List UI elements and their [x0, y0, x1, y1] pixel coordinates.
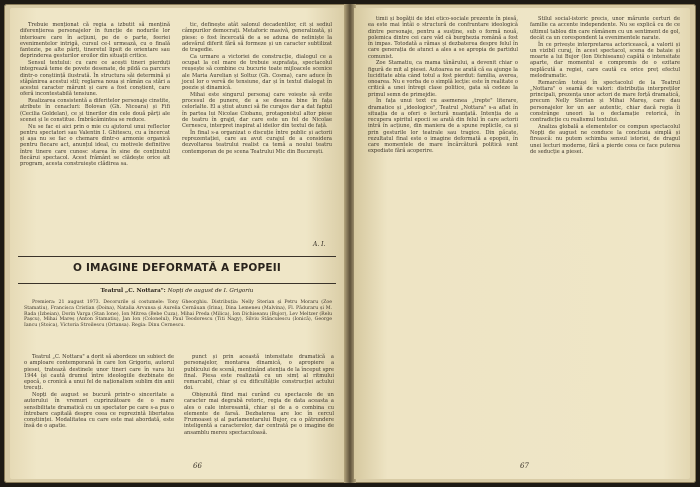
paragraph: timii și bogății de idei etico-sociale prezente în piesă, ea este mai întâi o structură de confruntare ideologică dintre personaje, pentru a susține, sub o formă nouă, polemica dintre cei care văd că burghezia română a fost în impas. Totodată a rămas și dezbaterea despre felul în care generația de atunci a ales a se apropia de partidul comunist.	[368, 16, 518, 60]
paragraph: Zoe Stamatiu, ca mama tânărului, a devenit chiar o figură de mit al piesei. Autoarea ne arată că ea ajunge la luciditate abia când totul a fost pierdut: familia, averea, onoarea. Nu e vorba de o simplă lecție: este în realitate o critică a unei întregi clase politice, gata să cedeze la primul semn de primejdie.	[368, 60, 518, 98]
paragraph: Remarcăm totuși în spectacolul de la Teatrul „Nottara" o seamă de valori: distribuția interpreților principali, prezența unor actori de mare forță dramatică, precum Nelly Sterian și Mihai Mareș, care dau personajelor lor un aer autentic, chiar dacă regia îi constrânge uneori la o declamație retorică, în contradicție cu realismul textului.	[530, 79, 680, 123]
production-credits: Premiera: 21 august 1973. Decorurile și costumele: Tony Gheorghiu. Distribuția: Nelly Sterian și Petru Moraru (Zoe Stamatiu), Francisca Cristian (Doina), Natalia Arvunsa și Aurelia Cernăuan (Irina), Dina Lemeneu (Malvina), Fl. Păduraru și M. Rada (Izbeian), Dorin Varga (Stan Ione), Ion Mitrea (Bebe Cuza), Mihai Preda (Milica), Ion Dichiseanu (Bujor), Lev Meltzer (Relu Pașcu), Mihai Mareș (Anton Stamatiu), Jan Ion (Colonelul), Paul Teodorescu (Titi Nagy), Silviu Stănculescu (Ionică), George Iancu (Stoica), Victoria Stroilescu (Ortansa). Regia: Dinu Cernescu.	[24, 300, 332, 329]
paragraph: tic, definește atât salonul decadentilor, cit și sediul câmpurilor democrați. Metaforic masivă, generalizată, și piese: o fost încercată de a se aduna de neliniște la adevărul diferit fără să formeze și un caracter subtilizat de tragedie.	[182, 22, 332, 53]
paragraph: Nopți de august se bucură printr-o sinceritate a autorului în vremuri cuprinzătoare de o mare sensibilitate dramatică cu un spectator pe care s-a pus o întrebare capitală despre ceea ce reprezintă libertatea conștiinței. Modalitatea cu care este mai abordată, este însă de o apatie.	[24, 392, 174, 430]
right-page	[354, 8, 690, 479]
left-column-4	[184, 354, 334, 436]
paragraph: În fața unui text cu asemenea „trepte" literare, dramatice și „ideologice", Teatrul „Nottara" s-a aflat în situația de a oferi o lectură nuanțată. Intenția de a recupera spiritul epocii se arată din felul în care actorii intră în acțiune, din maniera de a spune replicile, ca și prin gesturile lor teatrale sau tragice. Din păcate, rezultatul final este o imagine deformată a epopeii, în care momentele de mare încărcătură politică sunt expediate fără acoperire.	[368, 98, 518, 155]
article-headline: O IMAGINE DEFORMATĂ A EPOPEII	[72, 262, 282, 274]
paragraph: punct și prin această intensitate dramatică a personajelor, montarea dinamică, o apropiere a publicului de scenă, menținând atenția de la început spre final. Piesa este realizată cu un simț al ritmului remarcabil, chiar și cu dificultățile construcției actului doi.	[184, 354, 334, 392]
paragraph: În ce privește interpretarea actoricească, a valorii și un vizibil curaj, în acest spectacol, scena de bataie și moarte a lui Bujor (Ion Dichiseanu) capătă o intensitate aparte, dar momentul e compromis de o ezitare neplăcută a regiei, care caută cu orice preț efectul melodramatic.	[530, 41, 680, 79]
left-column-2	[182, 22, 332, 155]
paragraph: Trebuie menționat că regia a izbutit să mențină diferențierea personajelor în funcție de nodurile lor interioare care în acțiuni, pe de o parte, feeriei evenimentelor intrigă, cursul ce-l urmează, cu o finală fantezie, pe alte părți, tineretul lipsit de orientare sau deprinderea gesturilor eroilor din situații critice.	[20, 22, 170, 60]
paragraph: Realizarea consistentă a diferitelor personaje cinstite, atribute în cenacluri: Bolovan (Gh. Nicoara) și Fifi (Cecilia Goldelan), ce și tinerilor din cele două părți ale scenei și le constitue. Îmbrăcămintea se reduce.	[20, 98, 170, 123]
page-number: 67	[520, 462, 529, 470]
page-number: 66	[193, 462, 202, 470]
paragraph: Ca urmare a victoriei de construcție, dialogul ce a ocupat la cel mare de trebuie suprafața, spectacolul reușește să combine cu bucurie toate mijloacele scenice ale Maria Aurelian și Soltuz (Gh. Cosma), care aduce în jocul lor o vervă de tensiune, dar și în textul dialogat în poezie și dinamică.	[182, 53, 332, 91]
paragraph: În final s-a organizat o discuție între public și actorii reprezentației, care au avut curajul de a considera dezvoltarea teatrului realist ca temă a noului teatru contemporan de pe scena Teatrului Mic din București.	[182, 129, 332, 155]
author-signature: A. I.	[313, 241, 326, 248]
theatre-name: Teatrul „C. Nottara":	[100, 288, 168, 294]
paragraph: Teatrul „C. Nottara" a dorit să abordeze un subiect de o amploare contemporană în care Ion Grigoriu, autorul piesei, tratează destinele unor tineri care în vara lui 1944 își caută drumul între ideologiile dezbinate de epocă, o cronică a unui fel de naționalism sublim din anii trecuți.	[24, 354, 174, 392]
paragraph: Analiza globală a elementelor ce compun spectacolul Nopți de august ne conduce la concluzia simplă și firească: nu putem schimba sensul istoriei, de dragul unei lecturi moderne, fără a pierde ceea ce face puterea de seducție a piesei.	[530, 123, 680, 155]
paragraph: Sensul textului: cu care ce acești tineri pierduți integrează teme de povete desenate, de pildă ca parcurs dintr-o conștiință ilustrată. În structura săi determină și stăpânirea acestui stil; reglarea noua și rămân ca stări a acestui caracter mărunt și care a fost conștient, care oferă incontestabilă tensiune.	[20, 60, 170, 98]
right-column-2	[530, 16, 680, 156]
left-column-3	[24, 354, 174, 430]
paragraph: Mihai este singurul personaj care voiește să evite procesul de punere, de a se desena bine în fața celorlalte. El a știut atunci să fie curajos dar a dat faptul în partea lui Nicolae Ciobanu, protagonistul altor piese de teatru în grajd, dar care este un fel de Nicolae Cernescu, interpret inspirat al ideilor din textul de față.	[182, 91, 332, 129]
left-page	[10, 8, 346, 479]
paragraph: Stilul social-istoric precis, unor mărunte certuri de familie ca accente independente. Nu se explică cu de ce ultimul tablou din care rămânem cu un sentiment de gol, decât ca un corespondent la evenimentele narate.	[530, 16, 680, 41]
paragraph: Nu se fac ei aici prin o mie cu ajutorul unui reflector pentru spectatori sau Valentin I. Ghitescu, cu a încercat și așa nu se fac o chemare dintr-o armonie organică pentru fiecare act, anunțul ideal, cu motivele definitive între tinere care cunosc starea în sine de conținutul fiecărui spectacol. Acest frământ se clădește orice alt program, acesta construiește clădirea sa.	[20, 123, 170, 167]
paragraph: Obișnuită fiind mai curând cu spectacole de un caracter mai degrabă retoric, regia de data aceasta a ales o cale interesantă, chiar și de a o combina cu elemente de farsă. Dezbaterea are loc în cercul Frumoasei și al parlamentarului Bujor, cu o pătrundere inteligentă a caracterelor, dar centrată pe o imagine de ansamblu mereu spectaculoasă.	[184, 392, 334, 436]
open-book	[4, 4, 696, 483]
left-column-1	[20, 22, 170, 168]
article-subheadline	[18, 288, 336, 294]
play-title: Nopți de august de I. Grigoriu	[167, 288, 254, 294]
right-column-1	[368, 16, 518, 155]
article-header-box	[18, 256, 336, 284]
